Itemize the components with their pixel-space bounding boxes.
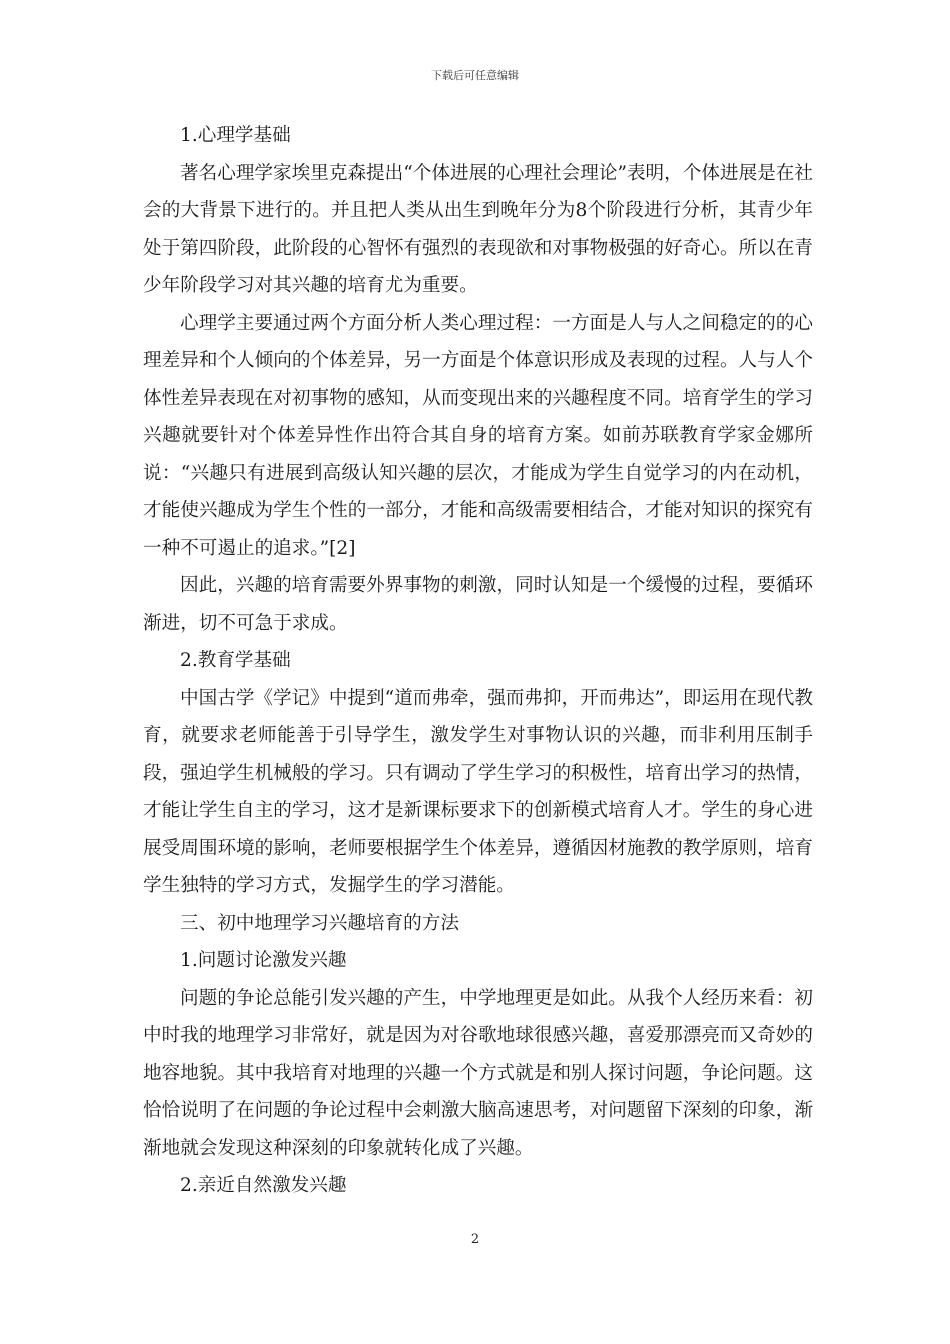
- subsection-heading-nature: 2.亲近自然激发兴趣: [180, 1175, 347, 1196]
- section-heading-pedagogy: 2.教育学基础: [180, 650, 291, 671]
- section-heading-psychology: 1.心理学基础: [180, 125, 291, 146]
- page-header-note: 下载后可任意编辑: [431, 69, 519, 82]
- paragraph: 因此，兴趣的培育需要外界事物的刺激，同时认知是一个缓慢的过程，要循环渐进，切不可急于求成。: [143, 575, 813, 634]
- section-heading-methods: 三、初中地理学习兴趣培育的方法: [180, 912, 459, 934]
- paragraph: 心理学主要通过两个方面分析人类心理过程：一方面是人与人之间稳定的的心理差异和个人倾向的个体差异，另一方面是个体意识形成及表现的过程。人与人个体性差异表现在对初事物的感知，从而变现出来的兴趣程度不同。培育学生的学习兴趣就要针对个体差异性作出符合其自身的培育方案。如前苏联教育学家金娜所说：“兴趣只有进展到高级认知兴趣的层次，才能成为学生自觉学习的内在动机，才能使兴趣成为学生个性的一部分，才能和高级需要相结合，才能对知识的探究有一种不可遏止的追求。”[2]: [143, 312, 813, 559]
- subsection-heading-discussion: 1.问题讨论激发兴趣: [180, 950, 347, 971]
- paragraph: 中国古学《学记》中提到“道而弗牵，强而弗抑，开而弗达”，即运用在现代教育，就要求老师能善于引导学生，激发学生对事物认识的兴趣，而非利用压制手段，强迫学生机械般的学习。只有调动了学生学习的积极性，培育出学习的热情，才能让学生自主的学习，这才是新课标要求下的创新模式培育人才。学生的身心进展受周围环境的影响，老师要根据学生个体差异，遵循因材施教的教学原则，培育学生独特的学习方式，发掘学生的学习潜能。: [143, 687, 813, 896]
- page-number: 2: [470, 1232, 480, 1247]
- paragraph: 著名心理学家埃里克森提出“个体进展的心理社会理论”表明，个体进展是在社会的大背景下进行的。并且把人类从出生到晚年分为8个阶段进行分析，其青少年处于第四阶段，此阶段的心智怀有强烈的表现欲和对事物极强的好奇心。所以在青少年阶段学习对其兴趣的培育尤为重要。: [143, 162, 813, 296]
- paragraph: 问题的争论总能引发兴趣的产生，中学地理更是如此。从我个人经历来看：初中时我的地理学习非常好，就是因为对谷歌地球很感兴趣，喜爱那漂亮而又奇妙的地容地貌。其中我培育对地理的兴趣一个方式就是和别人探讨问题，争论问题。这恰恰说明了在问题的争论过程中会刺激大脑高速思考，对问题留下深刻的印象，渐渐地就会发现这种深刻的印象就转化成了兴趣。: [143, 987, 813, 1159]
- document-body: [143, 117, 813, 1205]
